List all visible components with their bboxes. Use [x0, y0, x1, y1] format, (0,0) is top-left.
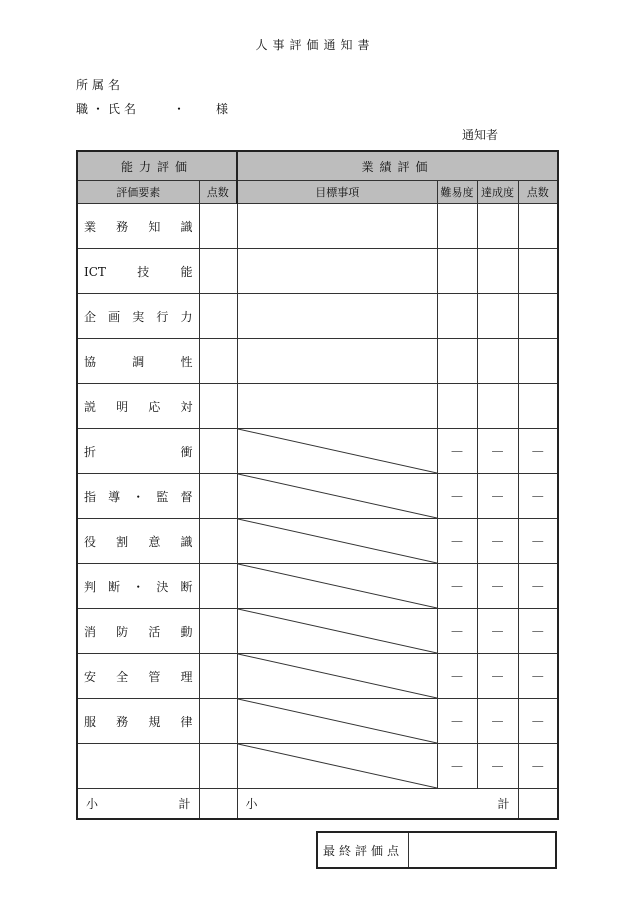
ability-evaluation-header: 能力評価	[77, 151, 237, 181]
diagonal-strike	[238, 609, 437, 653]
ability-item-label: 説明応対	[77, 384, 199, 429]
goal-item-cell	[237, 654, 437, 699]
achievement-cell[interactable]	[477, 204, 518, 249]
achievement-cell: —	[477, 519, 518, 564]
ability-item-label: 安全管理	[77, 654, 199, 699]
col-performance-score: 点数	[518, 181, 558, 204]
ability-score-cell[interactable]	[199, 744, 237, 789]
ability-item-label: 判断・決断	[77, 564, 199, 609]
diagonal-strike	[238, 429, 437, 473]
table-row	[77, 564, 558, 609]
diagonal-strike	[238, 744, 437, 788]
performance-score-cell: —	[518, 474, 558, 519]
ability-item-label: 折衝	[77, 429, 199, 474]
diagonal-strike	[238, 519, 437, 563]
performance-score-cell[interactable]	[518, 204, 558, 249]
performance-score-cell[interactable]	[518, 339, 558, 384]
goal-item-cell	[237, 609, 437, 654]
goal-item-cell[interactable]	[237, 339, 437, 384]
ability-item-label: 消防活動	[77, 609, 199, 654]
performance-score-cell: —	[518, 699, 558, 744]
goal-item-cell[interactable]	[237, 384, 437, 429]
position-name-label: 職・氏名	[76, 102, 141, 116]
table-row	[77, 519, 558, 564]
col-ability-item: 評価要素	[77, 181, 199, 204]
col-difficulty: 難易度	[437, 181, 477, 204]
achievement-cell[interactable]	[477, 294, 518, 339]
ability-score-cell[interactable]	[199, 429, 237, 474]
col-achievement: 達成度	[477, 181, 518, 204]
ability-score-cell[interactable]	[199, 384, 237, 429]
notifier-label: 通知者	[462, 128, 499, 142]
achievement-cell[interactable]	[477, 339, 518, 384]
difficulty-cell[interactable]	[437, 294, 477, 339]
table-row	[77, 744, 558, 789]
achievement-cell: —	[477, 564, 518, 609]
ability-item-label: 業務知識	[77, 204, 199, 249]
goal-item-cell	[237, 699, 437, 744]
difficulty-cell[interactable]	[437, 339, 477, 384]
col-goal-item: 目標事項	[237, 181, 437, 204]
performance-score-cell[interactable]	[518, 384, 558, 429]
performance-score-cell: —	[518, 744, 558, 789]
performance-score-cell: —	[518, 564, 558, 609]
performance-subtotal-label: 小計	[237, 789, 518, 820]
diagonal-strike	[238, 699, 437, 743]
performance-score-cell: —	[518, 519, 558, 564]
difficulty-cell[interactable]	[437, 384, 477, 429]
achievement-cell: —	[477, 474, 518, 519]
goal-item-cell	[237, 744, 437, 789]
difficulty-cell: —	[437, 744, 477, 789]
diagonal-strike	[238, 474, 437, 518]
ability-score-cell[interactable]	[199, 609, 237, 654]
table-row	[77, 429, 558, 474]
ability-item-label: 企画実行力	[77, 294, 199, 339]
document-title: 人事評価通知書	[255, 38, 375, 52]
achievement-cell: —	[477, 609, 518, 654]
ability-item-label	[77, 744, 199, 789]
table-row	[77, 249, 558, 294]
ability-score-cell[interactable]	[199, 654, 237, 699]
difficulty-cell: —	[437, 519, 477, 564]
performance-score-cell[interactable]	[518, 294, 558, 339]
achievement-cell: —	[477, 699, 518, 744]
ability-item-label: 指導・監督	[77, 474, 199, 519]
difficulty-cell: —	[437, 429, 477, 474]
ability-subtotal-label: 小計	[77, 789, 199, 820]
table-row	[77, 474, 558, 519]
final-score-value[interactable]	[409, 832, 557, 868]
performance-score-cell: —	[518, 654, 558, 699]
table-row	[77, 294, 558, 339]
ability-score-cell[interactable]	[199, 249, 237, 294]
goal-item-cell[interactable]	[237, 204, 437, 249]
diagonal-strike	[238, 654, 437, 698]
difficulty-cell[interactable]	[437, 204, 477, 249]
achievement-cell: —	[477, 744, 518, 789]
ability-item-label: 役割意識	[77, 519, 199, 564]
ability-score-cell[interactable]	[199, 564, 237, 609]
achievement-cell[interactable]	[477, 384, 518, 429]
ability-item-label: ICT技能	[77, 249, 199, 294]
table-row	[77, 204, 558, 249]
honorific: 様	[216, 102, 233, 116]
performance-score-cell: —	[518, 429, 558, 474]
difficulty-cell: —	[437, 564, 477, 609]
table-row	[77, 699, 558, 744]
goal-item-cell[interactable]	[237, 249, 437, 294]
ability-score-cell[interactable]	[199, 519, 237, 564]
ability-item-label: 服務規律	[77, 699, 199, 744]
table-row	[77, 654, 558, 699]
ability-score-cell[interactable]	[199, 294, 237, 339]
separator-dot: ・	[173, 102, 190, 116]
difficulty-cell: —	[437, 609, 477, 654]
performance-score-cell[interactable]	[518, 249, 558, 294]
goal-item-cell	[237, 429, 437, 474]
goal-item-cell[interactable]	[237, 294, 437, 339]
goal-item-cell	[237, 519, 437, 564]
difficulty-cell: —	[437, 699, 477, 744]
final-score-label: 最終評価点	[317, 832, 409, 868]
affiliation-label: 所属名	[76, 78, 125, 92]
difficulty-cell: —	[437, 654, 477, 699]
table-row	[77, 339, 558, 384]
difficulty-cell[interactable]	[437, 249, 477, 294]
performance-subtotal-value[interactable]	[518, 789, 558, 820]
ability-score-cell[interactable]	[199, 699, 237, 744]
achievement-cell: —	[477, 654, 518, 699]
evaluation-table	[76, 150, 559, 820]
ability-score-cell[interactable]	[199, 204, 237, 249]
performance-evaluation-header: 業績評価	[237, 151, 558, 181]
position-name-row	[76, 100, 233, 117]
ability-score-cell[interactable]	[199, 474, 237, 519]
final-score-table	[316, 831, 557, 869]
goal-item-cell	[237, 564, 437, 609]
ability-subtotal-value[interactable]	[199, 789, 237, 820]
ability-score-cell[interactable]	[199, 339, 237, 384]
table-row	[77, 384, 558, 429]
ability-item-label: 協調性	[77, 339, 199, 384]
diagonal-strike	[238, 564, 437, 608]
table-row	[77, 609, 558, 654]
col-ability-score: 点数	[199, 181, 237, 204]
achievement-cell[interactable]	[477, 249, 518, 294]
difficulty-cell: —	[437, 474, 477, 519]
goal-item-cell	[237, 474, 437, 519]
achievement-cell: —	[477, 429, 518, 474]
performance-score-cell: —	[518, 609, 558, 654]
